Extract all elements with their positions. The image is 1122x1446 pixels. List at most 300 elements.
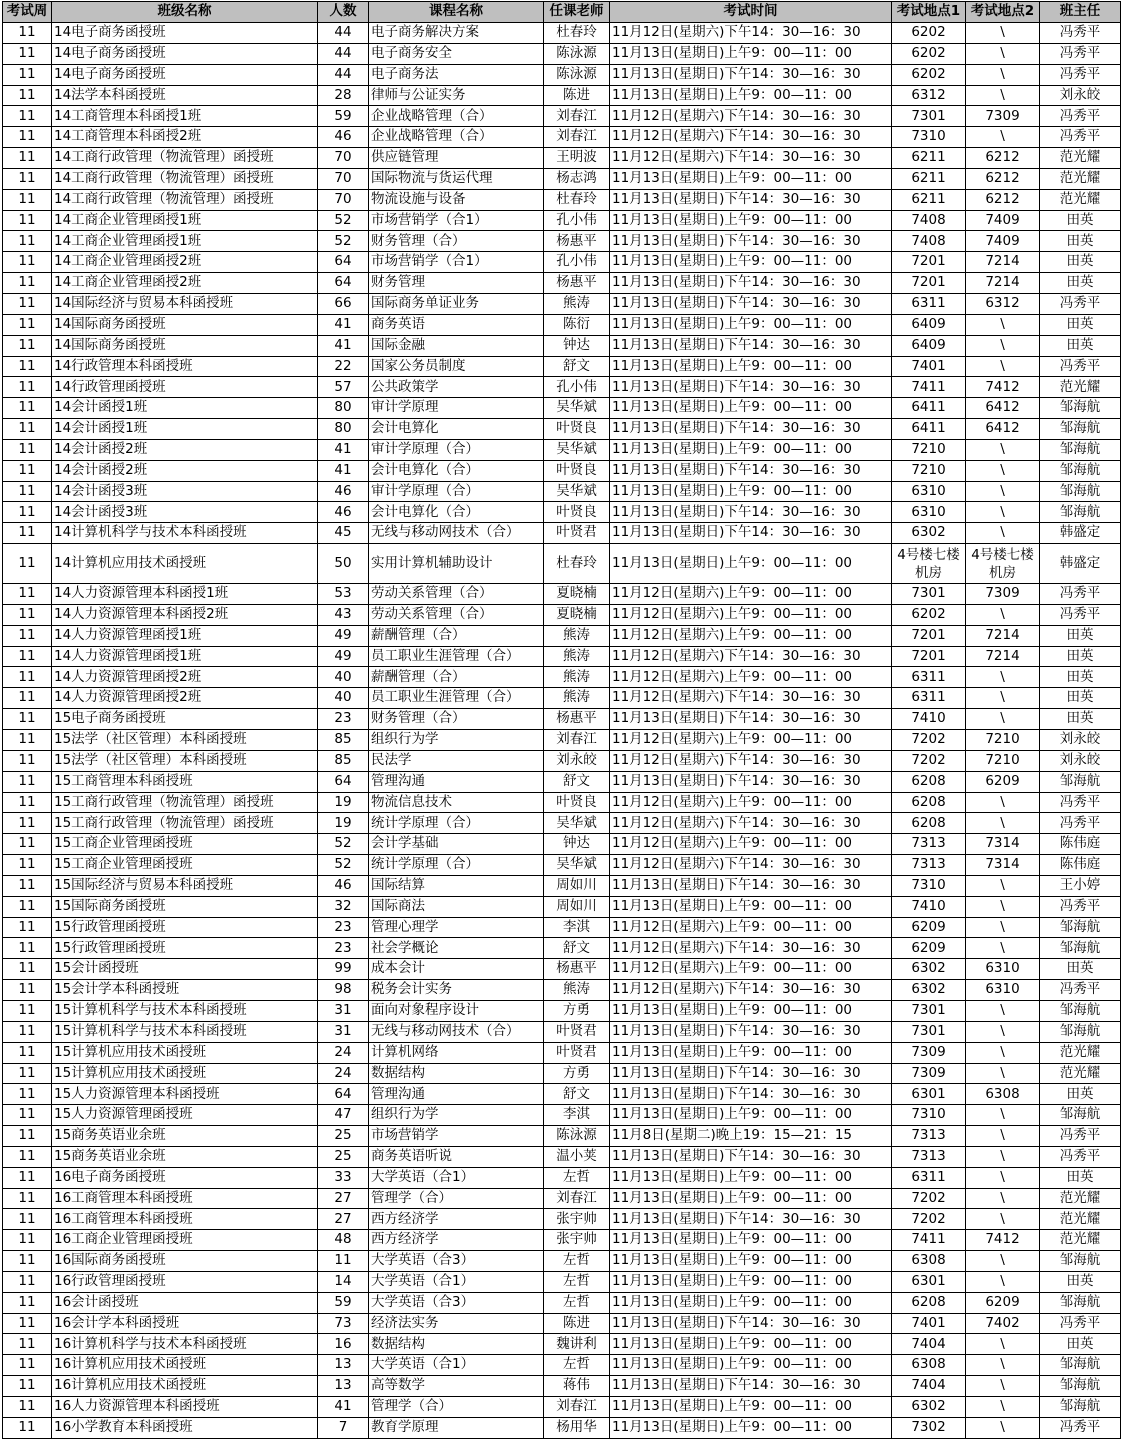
cell-location2: 4号楼七楼机房 — [966, 544, 1040, 584]
cell-count: 45 — [318, 523, 369, 544]
cell-week: 11 — [3, 273, 52, 294]
table-row — [3, 1334, 1121, 1355]
cell-head-teacher: 田英 — [1040, 314, 1121, 335]
cell-week: 11 — [3, 1105, 52, 1126]
cell-count: 49 — [318, 625, 369, 646]
cell-class: 15法学（社区管理）本科函授班 — [52, 750, 318, 771]
cell-teacher: 杨惠平 — [544, 231, 610, 252]
cell-location1: 7201 — [892, 252, 966, 273]
cell-course: 会计电算化（合） — [369, 502, 544, 523]
cell-head-teacher: 冯秀平 — [1040, 792, 1121, 813]
table-row — [3, 252, 1121, 273]
cell-time: 11月13日(星期日)下午14：30—16：30 — [610, 1146, 892, 1167]
cell-week: 11 — [3, 584, 52, 605]
cell-course: 公共政策学 — [369, 377, 544, 398]
cell-class: 16小学教育本科函授班 — [52, 1417, 318, 1438]
table-row — [3, 1042, 1121, 1063]
table-row — [3, 481, 1121, 502]
cell-time: 11月12日(星期六)下午14：30—16：30 — [610, 688, 892, 709]
cell-time: 11月12日(星期六)下午14：30—16：30 — [610, 127, 892, 148]
cell-teacher: 刘春江 — [544, 730, 610, 751]
cell-week: 11 — [3, 980, 52, 1001]
cell-time: 11月13日(星期日)上午9：00—11：00 — [610, 85, 892, 106]
cell-course: 国际结算 — [369, 875, 544, 896]
cell-course: 市场营销学（合1） — [369, 210, 544, 231]
cell-course: 统计学原理（合） — [369, 813, 544, 834]
table-row — [3, 938, 1121, 959]
cell-week: 11 — [3, 481, 52, 502]
cell-course: 教育学原理 — [369, 1417, 544, 1438]
table-row — [3, 625, 1121, 646]
cell-location1: 7210 — [892, 439, 966, 460]
cell-head-teacher: 冯秀平 — [1040, 127, 1121, 148]
cell-count: 70 — [318, 189, 369, 210]
cell-week: 11 — [3, 1000, 52, 1021]
cell-class: 14会计函授2班 — [52, 439, 318, 460]
cell-head-teacher: 邹海航 — [1040, 419, 1121, 440]
cell-time: 11月13日(星期日)上午9：00—11：00 — [610, 168, 892, 189]
header-head-teacher: 班主任 — [1040, 2, 1121, 23]
cell-week: 11 — [3, 1021, 52, 1042]
table-row — [3, 356, 1121, 377]
cell-location1: 7301 — [892, 584, 966, 605]
cell-course: 高等数学 — [369, 1376, 544, 1397]
cell-count: 22 — [318, 356, 369, 377]
cell-location2: 7409 — [966, 210, 1040, 231]
cell-course: 数据结构 — [369, 1063, 544, 1084]
cell-head-teacher: 范光耀 — [1040, 168, 1121, 189]
cell-head-teacher: 冯秀平 — [1040, 64, 1121, 85]
cell-time: 11月13日(星期日)上午9：00—11：00 — [610, 1271, 892, 1292]
cell-location2: \ — [966, 439, 1040, 460]
cell-time: 11月13日(星期日)上午9：00—11：00 — [610, 1188, 892, 1209]
cell-week: 11 — [3, 64, 52, 85]
cell-head-teacher: 陈伟庭 — [1040, 834, 1121, 855]
cell-count: 50 — [318, 544, 369, 584]
table-row — [3, 709, 1121, 730]
cell-head-teacher: 刘永皎 — [1040, 750, 1121, 771]
cell-location1: 7309 — [892, 1063, 966, 1084]
table-row — [3, 1146, 1121, 1167]
cell-location2: 6412 — [966, 419, 1040, 440]
cell-location1: 6209 — [892, 938, 966, 959]
cell-time: 11月13日(星期日)下午14：30—16：30 — [610, 460, 892, 481]
cell-time: 11月12日(星期六)下午14：30—16：30 — [610, 148, 892, 169]
table-row — [3, 855, 1121, 876]
cell-count: 41 — [318, 439, 369, 460]
table-row — [3, 43, 1121, 64]
cell-head-teacher: 邹海航 — [1040, 460, 1121, 481]
cell-class: 15行政管理函授班 — [52, 938, 318, 959]
cell-time: 11月13日(星期日)上午9：00—11：00 — [610, 314, 892, 335]
cell-head-teacher: 田英 — [1040, 959, 1121, 980]
cell-location1: 6211 — [892, 189, 966, 210]
cell-teacher: 陈泳源 — [544, 1126, 610, 1147]
cell-count: 40 — [318, 667, 369, 688]
cell-time: 11月12日(星期六)下午14：30—16：30 — [610, 813, 892, 834]
cell-location1: 7408 — [892, 210, 966, 231]
cell-location2: 7412 — [966, 1230, 1040, 1251]
cell-head-teacher: 范光耀 — [1040, 1063, 1121, 1084]
cell-head-teacher: 邹海航 — [1040, 1251, 1121, 1272]
table-row — [3, 64, 1121, 85]
cell-location1: 7408 — [892, 231, 966, 252]
cell-head-teacher: 邹海航 — [1040, 1000, 1121, 1021]
cell-week: 11 — [3, 625, 52, 646]
cell-course: 成本会计 — [369, 959, 544, 980]
cell-location1: 7302 — [892, 1417, 966, 1438]
cell-location2: 7214 — [966, 646, 1040, 667]
cell-time: 11月13日(星期日)上午9：00—11：00 — [610, 1417, 892, 1438]
cell-count: 44 — [318, 64, 369, 85]
cell-location1: 6302 — [892, 523, 966, 544]
cell-head-teacher: 韩盛定 — [1040, 523, 1121, 544]
table-row — [3, 377, 1121, 398]
cell-teacher: 陈泳源 — [544, 43, 610, 64]
cell-head-teacher: 邹海航 — [1040, 502, 1121, 523]
cell-head-teacher: 邹海航 — [1040, 1397, 1121, 1418]
cell-count: 13 — [318, 1355, 369, 1376]
cell-class: 16工商企业管理函授班 — [52, 1230, 318, 1251]
cell-time: 11月13日(星期日)上午9：00—11：00 — [610, 252, 892, 273]
cell-count: 80 — [318, 398, 369, 419]
cell-course: 财务管理（合） — [369, 709, 544, 730]
cell-week: 11 — [3, 85, 52, 106]
cell-time: 11月13日(星期日)下午14：30—16：30 — [610, 273, 892, 294]
cell-week: 11 — [3, 168, 52, 189]
cell-head-teacher: 邹海航 — [1040, 1376, 1121, 1397]
cell-teacher: 杨惠平 — [544, 709, 610, 730]
cell-location1: 7310 — [892, 127, 966, 148]
cell-location1: 7309 — [892, 1042, 966, 1063]
cell-week: 11 — [3, 356, 52, 377]
cell-count: 52 — [318, 210, 369, 231]
header-course: 课程名称 — [369, 2, 544, 23]
cell-time: 11月13日(星期日)下午14：30—16：30 — [610, 189, 892, 210]
cell-location1: 7202 — [892, 1188, 966, 1209]
cell-week: 11 — [3, 959, 52, 980]
cell-class: 14国际商务函授班 — [52, 335, 318, 356]
cell-teacher: 孔小伟 — [544, 210, 610, 231]
cell-time: 11月12日(星期六)下午14：30—16：30 — [610, 646, 892, 667]
cell-week: 11 — [3, 1313, 52, 1334]
cell-head-teacher: 田英 — [1040, 1334, 1121, 1355]
cell-location2: 6212 — [966, 189, 1040, 210]
cell-count: 32 — [318, 896, 369, 917]
cell-location1: 6209 — [892, 917, 966, 938]
cell-week: 11 — [3, 43, 52, 64]
table-row — [3, 1209, 1121, 1230]
cell-location1: 6311 — [892, 293, 966, 314]
cell-location2: 6209 — [966, 1292, 1040, 1313]
cell-teacher: 吴华斌 — [544, 439, 610, 460]
cell-class: 15人力资源管理函授班 — [52, 1105, 318, 1126]
cell-teacher: 温小荚 — [544, 1146, 610, 1167]
cell-class: 15工商管理本科函授班 — [52, 771, 318, 792]
cell-location1: 6409 — [892, 335, 966, 356]
cell-location2: \ — [966, 335, 1040, 356]
cell-count: 33 — [318, 1167, 369, 1188]
table-row — [3, 667, 1121, 688]
cell-class: 14计算机应用技术函授班 — [52, 544, 318, 584]
table-row — [3, 502, 1121, 523]
cell-location1: 7202 — [892, 730, 966, 751]
cell-teacher: 张宇帅 — [544, 1209, 610, 1230]
cell-teacher: 刘春江 — [544, 1397, 610, 1418]
cell-location2: \ — [966, 356, 1040, 377]
cell-week: 11 — [3, 210, 52, 231]
cell-week: 11 — [3, 189, 52, 210]
cell-class: 15会计函授班 — [52, 959, 318, 980]
cell-head-teacher: 邹海航 — [1040, 439, 1121, 460]
table-row — [3, 1355, 1121, 1376]
table-row — [3, 834, 1121, 855]
table-row — [3, 1084, 1121, 1105]
cell-head-teacher: 邹海航 — [1040, 398, 1121, 419]
cell-class: 16会计函授班 — [52, 1292, 318, 1313]
cell-teacher: 刘永皎 — [544, 750, 610, 771]
cell-location1: 7401 — [892, 356, 966, 377]
cell-location2: \ — [966, 502, 1040, 523]
cell-class: 15行政管理函授班 — [52, 917, 318, 938]
cell-week: 11 — [3, 1167, 52, 1188]
cell-location1: 7404 — [892, 1334, 966, 1355]
cell-course: 社会学概论 — [369, 938, 544, 959]
cell-class: 15电子商务函授班 — [52, 709, 318, 730]
cell-teacher: 杨惠平 — [544, 273, 610, 294]
cell-class: 14计算机科学与技术本科函授班 — [52, 523, 318, 544]
cell-teacher: 舒文 — [544, 938, 610, 959]
cell-time: 11月8日(星期二)晚上19：15—21：15 — [610, 1126, 892, 1147]
cell-location2: \ — [966, 667, 1040, 688]
cell-count: 41 — [318, 460, 369, 481]
cell-time: 11月13日(星期日)下午14：30—16：30 — [610, 1209, 892, 1230]
cell-count: 73 — [318, 1313, 369, 1334]
cell-course: 会计学基础 — [369, 834, 544, 855]
cell-week: 11 — [3, 1417, 52, 1438]
cell-teacher: 叶贤君 — [544, 1021, 610, 1042]
cell-class: 15计算机应用技术函授班 — [52, 1063, 318, 1084]
cell-location2: \ — [966, 938, 1040, 959]
cell-course: 员工职业生涯管理（合） — [369, 646, 544, 667]
cell-class: 15会计学本科函授班 — [52, 980, 318, 1001]
cell-course: 税务会计实务 — [369, 980, 544, 1001]
cell-location1: 7301 — [892, 106, 966, 127]
cell-course: 律师与公证实务 — [369, 85, 544, 106]
cell-location1: 6308 — [892, 1251, 966, 1272]
cell-count: 85 — [318, 750, 369, 771]
cell-teacher: 左哲 — [544, 1167, 610, 1188]
cell-head-teacher: 邹海航 — [1040, 1292, 1121, 1313]
cell-time: 11月13日(星期日)下午14：30—16：30 — [610, 502, 892, 523]
cell-course: 管理沟通 — [369, 771, 544, 792]
cell-class: 14电子商务函授班 — [52, 43, 318, 64]
cell-week: 11 — [3, 1292, 52, 1313]
cell-teacher: 熊涛 — [544, 625, 610, 646]
cell-class: 14电子商务函授班 — [52, 64, 318, 85]
cell-week: 11 — [3, 252, 52, 273]
cell-time: 11月13日(星期日)上午9：00—11：00 — [610, 1105, 892, 1126]
cell-time: 11月12日(星期六)上午9：00—11：00 — [610, 584, 892, 605]
cell-count: 98 — [318, 980, 369, 1001]
cell-course: 劳动关系管理（合） — [369, 584, 544, 605]
cell-head-teacher: 田英 — [1040, 709, 1121, 730]
cell-time: 11月13日(星期日)下午14：30—16：30 — [610, 1021, 892, 1042]
cell-teacher: 吴华斌 — [544, 481, 610, 502]
cell-time: 11月13日(星期日)上午9：00—11：00 — [610, 1230, 892, 1251]
cell-course: 劳动关系管理（合） — [369, 604, 544, 625]
cell-course: 组织行为学 — [369, 1105, 544, 1126]
cell-head-teacher: 田英 — [1040, 667, 1121, 688]
cell-count: 11 — [318, 1251, 369, 1272]
cell-head-teacher: 田英 — [1040, 1271, 1121, 1292]
cell-time: 11月12日(星期六)上午9：00—11：00 — [610, 917, 892, 938]
cell-course: 企业战略管理（合） — [369, 127, 544, 148]
table-row — [3, 148, 1121, 169]
cell-location2: \ — [966, 314, 1040, 335]
cell-count: 57 — [318, 377, 369, 398]
cell-course: 财务管理 — [369, 273, 544, 294]
cell-location2: \ — [966, 1355, 1040, 1376]
cell-course: 会计电算化（合） — [369, 460, 544, 481]
table-row — [3, 1417, 1121, 1438]
cell-count: 31 — [318, 1000, 369, 1021]
table-row — [3, 168, 1121, 189]
cell-time: 11月12日(星期六)下午14：30—16：30 — [610, 106, 892, 127]
cell-course: 大学英语（合3） — [369, 1292, 544, 1313]
cell-head-teacher: 王小婷 — [1040, 875, 1121, 896]
cell-location2: 7309 — [966, 584, 1040, 605]
cell-class: 14人力资源管理本科函授1班 — [52, 584, 318, 605]
cell-course: 物流信息技术 — [369, 792, 544, 813]
cell-course: 电子商务安全 — [369, 43, 544, 64]
cell-week: 11 — [3, 293, 52, 314]
table-row — [3, 1251, 1121, 1272]
cell-count: 28 — [318, 85, 369, 106]
cell-time: 11月13日(星期日)上午9：00—11：00 — [610, 210, 892, 231]
cell-teacher: 熊涛 — [544, 667, 610, 688]
cell-week: 11 — [3, 604, 52, 625]
cell-head-teacher: 韩盛定 — [1040, 544, 1121, 584]
cell-location2: 7314 — [966, 834, 1040, 855]
cell-teacher: 左哲 — [544, 1355, 610, 1376]
cell-location1: 7202 — [892, 750, 966, 771]
table-row — [3, 1271, 1121, 1292]
cell-course: 管理沟通 — [369, 1084, 544, 1105]
cell-count: 64 — [318, 1084, 369, 1105]
header-count: 人数 — [318, 2, 369, 23]
cell-week: 11 — [3, 813, 52, 834]
cell-teacher: 李淇 — [544, 1105, 610, 1126]
cell-head-teacher: 冯秀平 — [1040, 1126, 1121, 1147]
table-row — [3, 523, 1121, 544]
cell-count: 19 — [318, 792, 369, 813]
cell-location1: 6301 — [892, 1084, 966, 1105]
table-row — [3, 1000, 1121, 1021]
cell-count: 43 — [318, 604, 369, 625]
cell-class: 14人力资源管理函授2班 — [52, 667, 318, 688]
cell-count: 66 — [318, 293, 369, 314]
cell-teacher: 刘春江 — [544, 127, 610, 148]
cell-week: 11 — [3, 875, 52, 896]
table-row — [3, 1167, 1121, 1188]
cell-course: 大学英语（合1） — [369, 1167, 544, 1188]
cell-count: 41 — [318, 335, 369, 356]
cell-teacher: 陈进 — [544, 1313, 610, 1334]
cell-class: 14会计函授2班 — [52, 460, 318, 481]
cell-class: 16计算机应用技术函授班 — [52, 1355, 318, 1376]
cell-class: 15计算机科学与技术本科函授班 — [52, 1000, 318, 1021]
cell-class: 15工商行政管理（物流管理）函授班 — [52, 813, 318, 834]
cell-time: 11月13日(星期日)上午9：00—11：00 — [610, 481, 892, 502]
cell-location1: 6202 — [892, 604, 966, 625]
cell-week: 11 — [3, 377, 52, 398]
cell-week: 11 — [3, 335, 52, 356]
cell-count: 27 — [318, 1188, 369, 1209]
cell-class: 15法学（社区管理）本科函授班 — [52, 730, 318, 751]
cell-head-teacher: 田英 — [1040, 231, 1121, 252]
cell-count: 99 — [318, 959, 369, 980]
cell-course: 民法学 — [369, 750, 544, 771]
cell-count: 16 — [318, 1334, 369, 1355]
cell-location2: 7402 — [966, 1313, 1040, 1334]
cell-location1: 6202 — [892, 64, 966, 85]
cell-week: 11 — [3, 1230, 52, 1251]
cell-time: 11月13日(星期日)上午9：00—11：00 — [610, 1000, 892, 1021]
cell-time: 11月12日(星期六)下午14：30—16：30 — [610, 855, 892, 876]
cell-week: 11 — [3, 1209, 52, 1230]
cell-class: 14工商企业管理函授2班 — [52, 273, 318, 294]
cell-count: 41 — [318, 314, 369, 335]
cell-teacher: 魏讲利 — [544, 1334, 610, 1355]
cell-location1: 7301 — [892, 1000, 966, 1021]
cell-class: 14行政管理函授班 — [52, 377, 318, 398]
cell-course: 大学英语（合3） — [369, 1251, 544, 1272]
table-row — [3, 85, 1121, 106]
cell-course: 市场营销学（合1） — [369, 252, 544, 273]
cell-class: 14工商企业管理函授1班 — [52, 210, 318, 231]
cell-time: 11月13日(星期日)上午9：00—11：00 — [610, 1251, 892, 1272]
cell-teacher: 舒文 — [544, 356, 610, 377]
cell-location2: \ — [966, 1105, 1040, 1126]
cell-location1: 7310 — [892, 875, 966, 896]
cell-head-teacher: 邹海航 — [1040, 1105, 1121, 1126]
table-row — [3, 646, 1121, 667]
cell-teacher: 吴华斌 — [544, 813, 610, 834]
cell-time: 11月13日(星期日)上午9：00—11：00 — [610, 1355, 892, 1376]
cell-head-teacher: 田英 — [1040, 210, 1121, 231]
cell-course: 国际物流与货运代理 — [369, 168, 544, 189]
cell-time: 11月13日(星期日)下午14：30—16：30 — [610, 419, 892, 440]
cell-teacher: 方勇 — [544, 1063, 610, 1084]
cell-course: 经济法实务 — [369, 1313, 544, 1334]
cell-location2: \ — [966, 813, 1040, 834]
cell-location2: 7210 — [966, 730, 1040, 751]
cell-week: 11 — [3, 1042, 52, 1063]
cell-location1: 6208 — [892, 813, 966, 834]
cell-head-teacher: 冯秀平 — [1040, 43, 1121, 64]
table-row — [3, 439, 1121, 460]
cell-location2: \ — [966, 1063, 1040, 1084]
cell-location1: 7301 — [892, 1021, 966, 1042]
cell-count: 48 — [318, 1230, 369, 1251]
table-row — [3, 23, 1121, 44]
cell-teacher: 陈泳源 — [544, 64, 610, 85]
cell-course: 薪酬管理（合） — [369, 667, 544, 688]
cell-teacher: 叶贤良 — [544, 502, 610, 523]
cell-teacher: 杜春玲 — [544, 23, 610, 44]
cell-head-teacher: 范光耀 — [1040, 1188, 1121, 1209]
